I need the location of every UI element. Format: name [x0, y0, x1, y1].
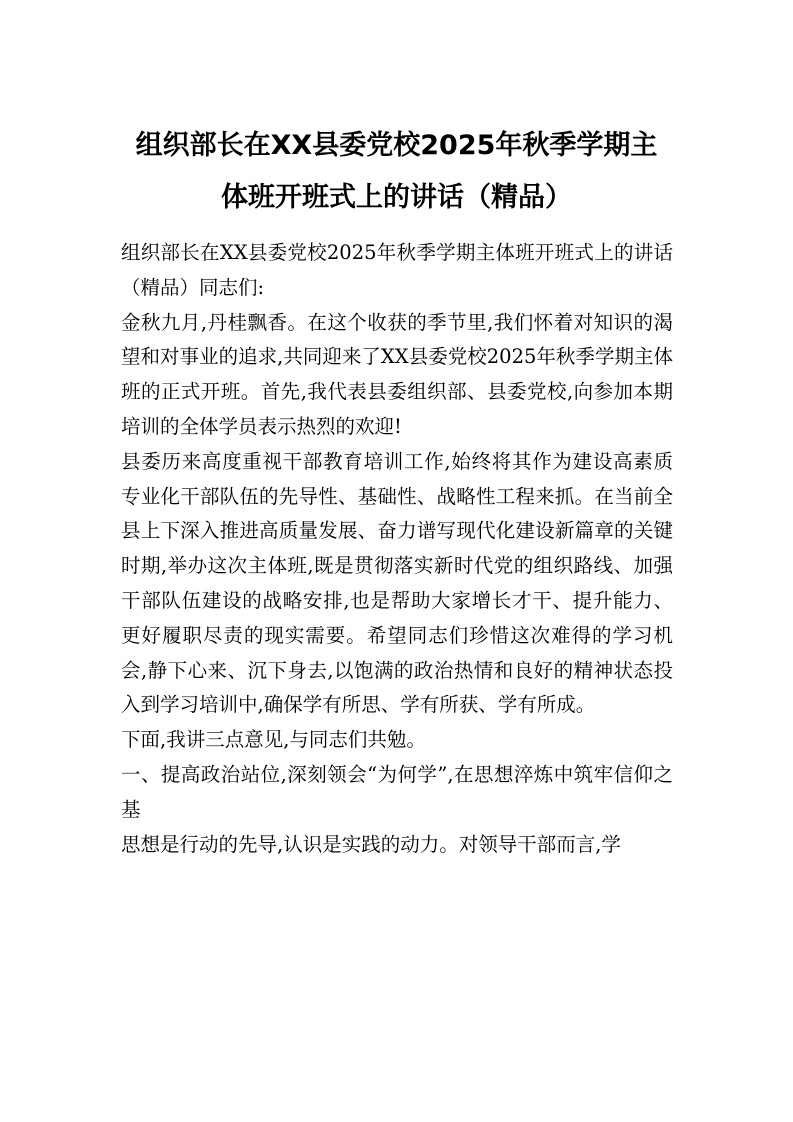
title-line-1: 组织部长在XX县委党校2025年秋季学期主: [135, 130, 658, 161]
paragraph-salutation: 组织部长在XX县委党校2025年秋季学期主体班开班式上的讲话（精品）同志们:: [121, 241, 673, 299]
document-body: [121, 236, 673, 862]
paragraph-outline: 下面,我讲三点意见,与同志们共勉。: [121, 728, 426, 752]
paragraph-significance: 县委历来高度重视干部教育培训工作,始终将其作为建设高素质专业化干部队伍的先导性、基础性、战略性工程来抓。在当前全县上下深入推进高质量发展、奋力谱写现代化建设新篇章的关键时期,举办这次主体班,既是贯彻落实新时代党的组织路线、加强干部队伍建设的战略安排,也是帮助大家增长才干、提升能力、更好履职尽责的现实需要。希望同志们珍惜这次难得的学习机会,静下心来、沉下身去,以饱满的政治热情和良好的精神状态投入到学习培训中,确保学有所思、学有所获、学有所成。: [121, 449, 673, 717]
paragraph-welcome: 金秋九月,丹桂飘香。在这个收获的季节里,我们怀着对知识的渴望和对事业的追求,共同迎来了XX县委党校2025年秋季学期主体班的正式开班。首先,我代表县委组织部、县委党校,向参加本期培训的全体学员表示热烈的欢迎!: [121, 310, 673, 438]
paragraph-section-1-start: 思想是行动的先导,认识是实践的动力。对领导干部而言,学: [121, 832, 621, 856]
section-heading-1: 一、提高政治站位,深刻领会“为何学”,在思想淬炼中筑牢信仰之基: [121, 762, 673, 821]
title-line-2: 体班开班式上的讲话（精品）: [221, 182, 572, 213]
document-title: [100, 120, 693, 224]
